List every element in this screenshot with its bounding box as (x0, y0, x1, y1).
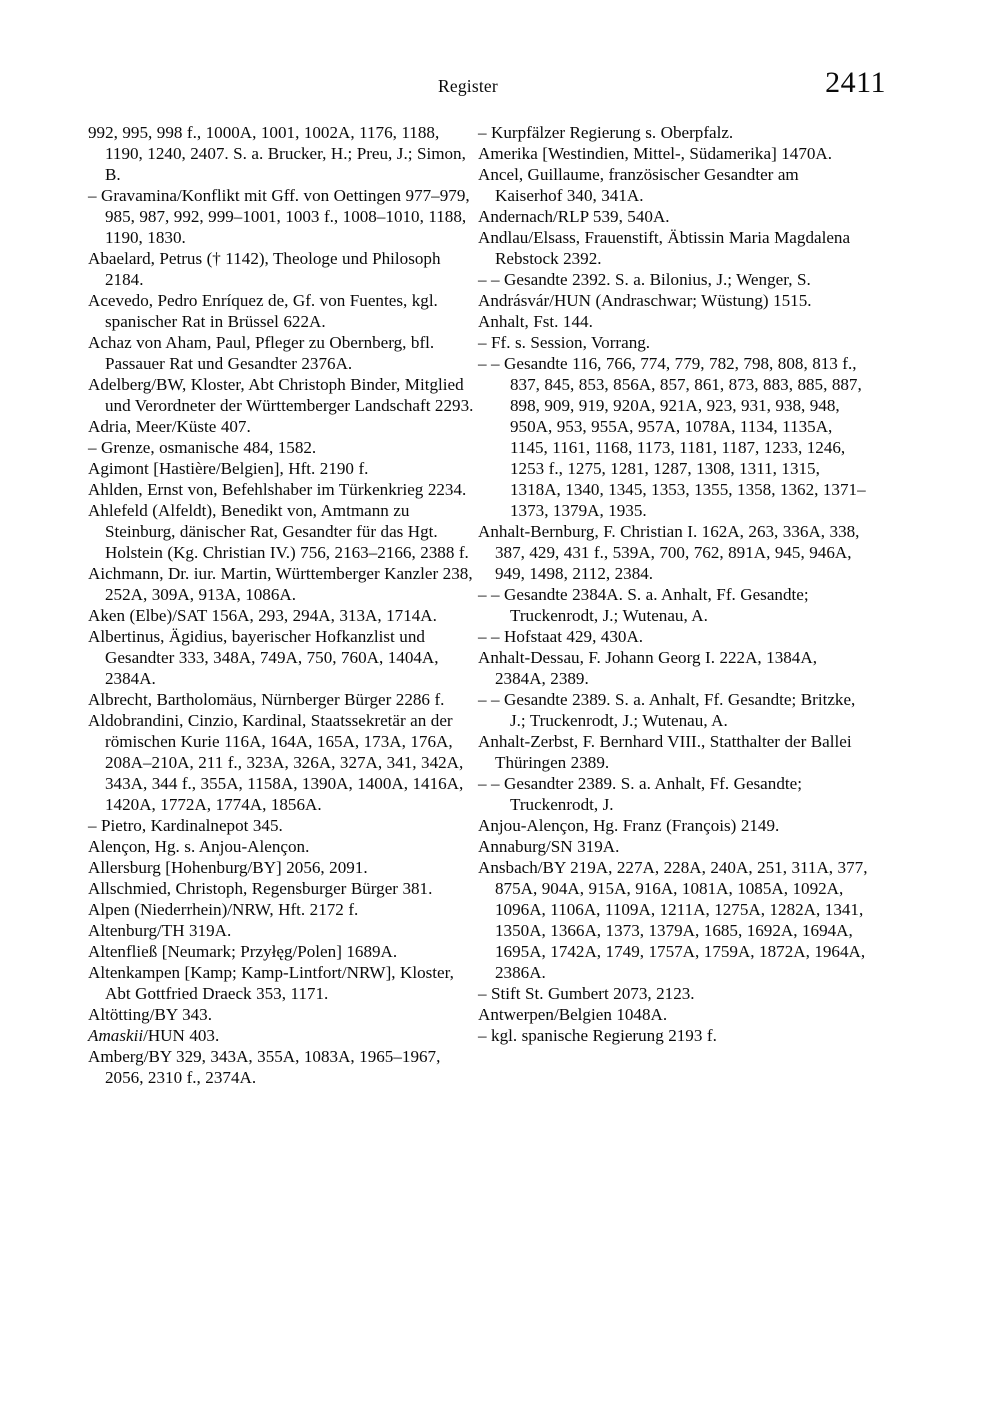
index-entry: – kgl. spanische Regierung 2193 f. (478, 1026, 717, 1045)
index-entry: Adria, Meer/Küste 407. (88, 417, 251, 436)
index-entry: – – Gesandte 2384A. S. a. Anhalt, Ff. Gesandte; Truckenrodt, J.; Wutenau, A. (478, 585, 809, 625)
index-entry: – Kurpfälzer Regierung s. Oberpfalz. (478, 123, 734, 142)
index-column-right (478, 122, 868, 1088)
index-entry: – – Gesandte 2389. S. a. Anhalt, Ff. Gesandte; Britzke, J.; Truckenrodt, J.; Wutenau, A. (478, 690, 856, 730)
index-entry: Aken (Elbe)/SAT 156A, 293, 294A, 313A, 1714A. (88, 606, 437, 625)
index-entry: Altenburg/TH 319A. (88, 921, 232, 940)
running-head-title: Register (438, 76, 498, 96)
index-entry: Amberg/BY 329, 343A, 355A, 1083A, 1965–1967, 2056, 2310 f., 2374A. (88, 1047, 441, 1087)
index-entry: – – Gesandte 116, 766, 774, 779, 782, 798, 808, 813 f., 837, 845, 853, 856A, 857, 861, 873, 883, 885, 887, 898, 909, 919, 920A, 921A, 923, 931, 938, 948, 950A, 953, 955A, 957A, 1078A, 1134, 1135A, 1145, 1161, 1168, 1173, 1181, 1187, 1233, 1246, 1253 f., 1275, 1281, 1287, 1308, 1311, 1315, 1318A, 1340, 1345, 1353, 1355, 1358, 1362, 1371–1373, 1379A, 1935. (478, 354, 866, 520)
index-entry: Antwerpen/Belgien 1048A. (478, 1005, 668, 1024)
index-entry: Ahlefeld (Alfeldt), Benedikt von, Amtmann zu Steinburg, dänischer Rat, Gesandter für das Hgt. Holstein (Kg. Christian IV.) 756, 2163–2166, 2388 f. (88, 501, 469, 562)
index-entry: Ahlden, Ernst von, Befehlshaber im Türkenkrieg 2234. (88, 480, 467, 499)
index-entry: – – Hofstaat 429, 430A. (478, 627, 644, 646)
running-head (0, 66, 1004, 110)
index-entry: – Pietro, Kardinalnepot 345. (88, 816, 283, 835)
index-entry: Annaburg/SN 319A. (478, 837, 620, 856)
index-entry-italic-headword: Amaskii (88, 1026, 144, 1045)
index-entry: – – Gesandter 2389. S. a. Anhalt, Ff. Gesandte; Truckenrodt, J. (478, 774, 802, 814)
index-entry: – – Gesandte 2392. S. a. Bilonius, J.; Wenger, S. (478, 270, 811, 289)
index-entry: Albertinus, Ägidius, bayerischer Hofkanzlist und Gesandter 333, 348A, 749A, 750, 760A, 1404A, 2384A. (88, 627, 439, 688)
index-entry: Amaskii/HUN 403. (88, 1026, 220, 1045)
index-entry: Alpen (Niederrhein)/NRW, Hft. 2172 f. (88, 900, 359, 919)
index-entry: Ancel, Guillaume, französischer Gesandter am Kaiserhof 340, 341A. (478, 165, 799, 205)
page-number: 2411 (825, 66, 886, 99)
index-entry: Anjou-Alençon, Hg. Franz (François) 2149. (478, 816, 780, 835)
index-entry: – Grenze, osmanische 484, 1582. (88, 438, 317, 457)
index-entry: Albrecht, Bartholomäus, Nürnberger Bürger 2286 f. (88, 690, 445, 709)
index-entry: Acevedo, Pedro Enríquez de, Gf. von Fuentes, kgl. spanischer Rat in Brüssel 622A. (88, 291, 438, 331)
index-column-left (88, 122, 478, 1088)
index-entry: Altenfließ [Neumark; Przyłęg/Polen] 1689A. (88, 942, 398, 961)
index-entry: Andlau/Elsass, Frauenstift, Äbtissin Maria Magdalena Rebstock 2392. (478, 228, 851, 268)
index-entry: Amerika [Westindien, Mittel-, Südamerika] 1470A. (478, 144, 833, 163)
index-entry: Alençon, Hg. s. Anjou-Alençon. (88, 837, 310, 856)
index-entry: Altenkampen [Kamp; Kamp-Lintfort/NRW], Kloster, Abt Gottfried Draeck 353, 1171. (88, 963, 454, 1003)
index-entry: 992, 995, 998 f., 1000A, 1001, 1002A, 1176, 1188, 1190, 1240, 2407. S. a. Brucker, H.; Preu, J.; Simon, B. (88, 123, 466, 184)
index-entry: – Gravamina/Konflikt mit Gff. von Oettingen 977–979, 985, 987, 992, 999–1001, 1003 f., 1008–1010, 1188, 1190, 1830. (88, 186, 470, 247)
index-entry: Abaelard, Petrus († 1142), Theologe und Philosoph 2184. (88, 249, 441, 289)
index-entry: Ansbach/BY 219A, 227A, 228A, 240A, 251, 311A, 377, 875A, 904A, 915A, 916A, 1081A, 1085A, 1092A, 1096A, 1106A, 1109A, 1211A, 1275A, 1282A, 1341, 1350A, 1366A, 1373, 1379A, 1685, 1692A, 1694A, 1695A, 1742A, 1749, 1757A, 1759A, 1872A, 1964A, 2386A. (478, 858, 868, 982)
index-entry: Andernach/RLP 539, 540A. (478, 207, 670, 226)
index-entry: Allschmied, Christoph, Regensburger Bürger 381. (88, 879, 433, 898)
index-entry: Achaz von Aham, Paul, Pfleger zu Obernberg, bfl. Passauer Rat und Gesandter 2376A. (88, 333, 435, 373)
index-entry: Anhalt-Bernburg, F. Christian I. 162A, 263, 336A, 338, 387, 429, 431 f., 539A, 700, 762, 891A, 945, 946A, 949, 1498, 2112, 2384. (478, 522, 860, 583)
index-entry: Aldobrandini, Cinzio, Kardinal, Staatssekretär an der römischen Kurie 116A, 164A, 165A, 173A, 176A, 208A–210A, 211 f., 323A, 326A, 327A, 341, 342A, 343A, 344 f., 355A, 1158A, 1390A, 1400A, 1416A, 1420A, 1772A, 1774A, 1856A. (88, 711, 464, 814)
index-entry: Anhalt-Zerbst, F. Bernhard VIII., Statthalter der Ballei Thüringen 2389. (478, 732, 852, 772)
index-entry: Anhalt, Fst. 144. (478, 312, 593, 331)
index-entry: Agimont [Hastière/Belgien], Hft. 2190 f. (88, 459, 369, 478)
index-entry: – Stift St. Gumbert 2073, 2123. (478, 984, 695, 1003)
index-entry: Aichmann, Dr. iur. Martin, Württemberger Kanzler 238, 252A, 309A, 913A, 1086A. (88, 564, 473, 604)
index-entry: Allersburg [Hohenburg/BY] 2056, 2091. (88, 858, 368, 877)
index-columns (88, 122, 916, 1088)
index-entry: Altötting/BY 343. (88, 1005, 212, 1024)
index-entry: Andrásvár/HUN (Andraschwar; Wüstung) 1515. (478, 291, 812, 310)
index-entry: Adelberg/BW, Kloster, Abt Christoph Binder, Mitglied und Verordneter der Württemberger Landschaft 2293. (88, 375, 474, 415)
index-entry: Anhalt-Dessau, F. Johann Georg I. 222A, 1384A, 2384A, 2389. (478, 648, 817, 688)
index-entry: – Ff. s. Session, Vorrang. (478, 333, 651, 352)
